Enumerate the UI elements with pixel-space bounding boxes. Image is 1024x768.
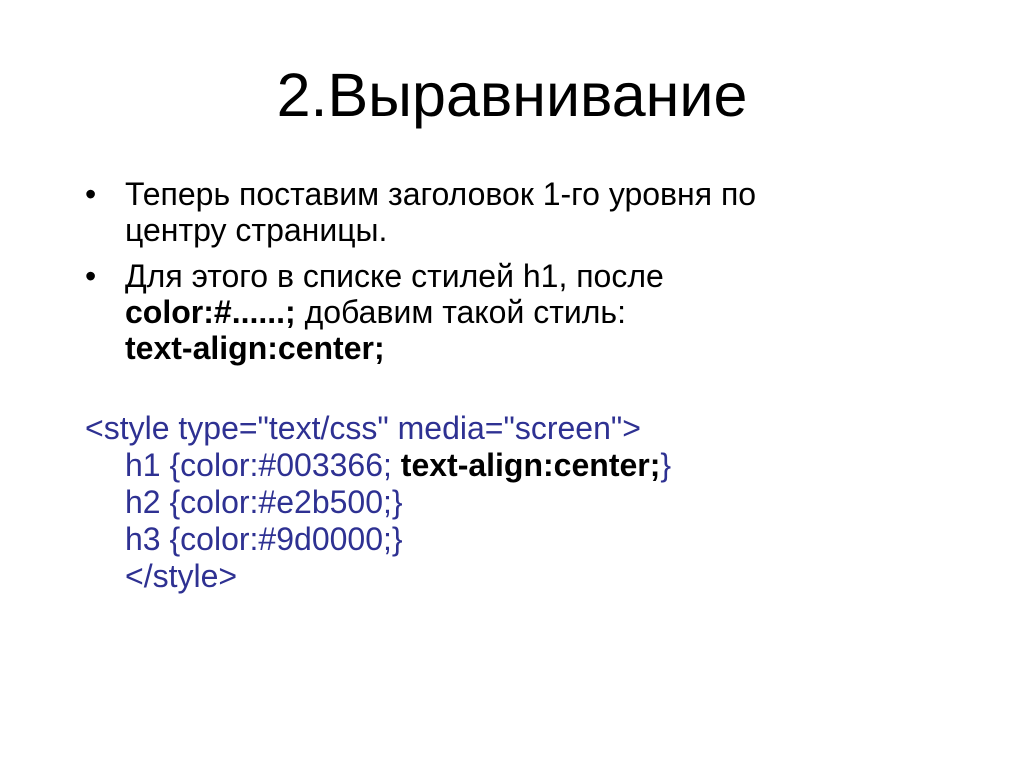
- code-line-style-close: [85, 558, 954, 595]
- text-segment: добавим такой стиль:: [295, 294, 626, 331]
- bullet-item-1: [85, 176, 954, 248]
- bullet-text-2: [125, 258, 954, 366]
- code-segment: <style type="text/css" media="screen">: [85, 410, 641, 447]
- text-segment: Для этого в списке стилей h1, после: [125, 258, 664, 295]
- code-line-h1: [85, 447, 954, 484]
- bullet-marker: •: [85, 258, 97, 295]
- bullet-item-2: [85, 258, 954, 366]
- code-segment-highlight: text-align:center;: [400, 447, 661, 484]
- code-line-h2: [85, 484, 954, 521]
- code-line-style-open: [85, 410, 954, 447]
- css-code-block: [85, 410, 954, 595]
- slide-body: [0, 176, 1024, 595]
- text-segment-bold: text-align:center;: [125, 330, 385, 367]
- code-segment: h2 {color:#e2b500;}: [125, 484, 403, 521]
- text-segment-bold: color:#......;: [125, 294, 296, 331]
- code-segment: </style>: [125, 558, 238, 595]
- text-segment: центру страницы.: [125, 212, 388, 249]
- slide-title: 2.Выравнивание: [276, 61, 748, 129]
- bullet-text-1: [125, 176, 954, 248]
- code-segment: h1 {color:#003366;: [125, 447, 401, 484]
- code-line-h3: [85, 521, 954, 558]
- code-segment: }: [660, 447, 672, 484]
- code-segment: h3 {color:#9d0000;}: [125, 521, 403, 558]
- bullet-marker: •: [85, 176, 97, 213]
- text-segment: Теперь поставим заголовок 1-го уровня по: [125, 176, 757, 213]
